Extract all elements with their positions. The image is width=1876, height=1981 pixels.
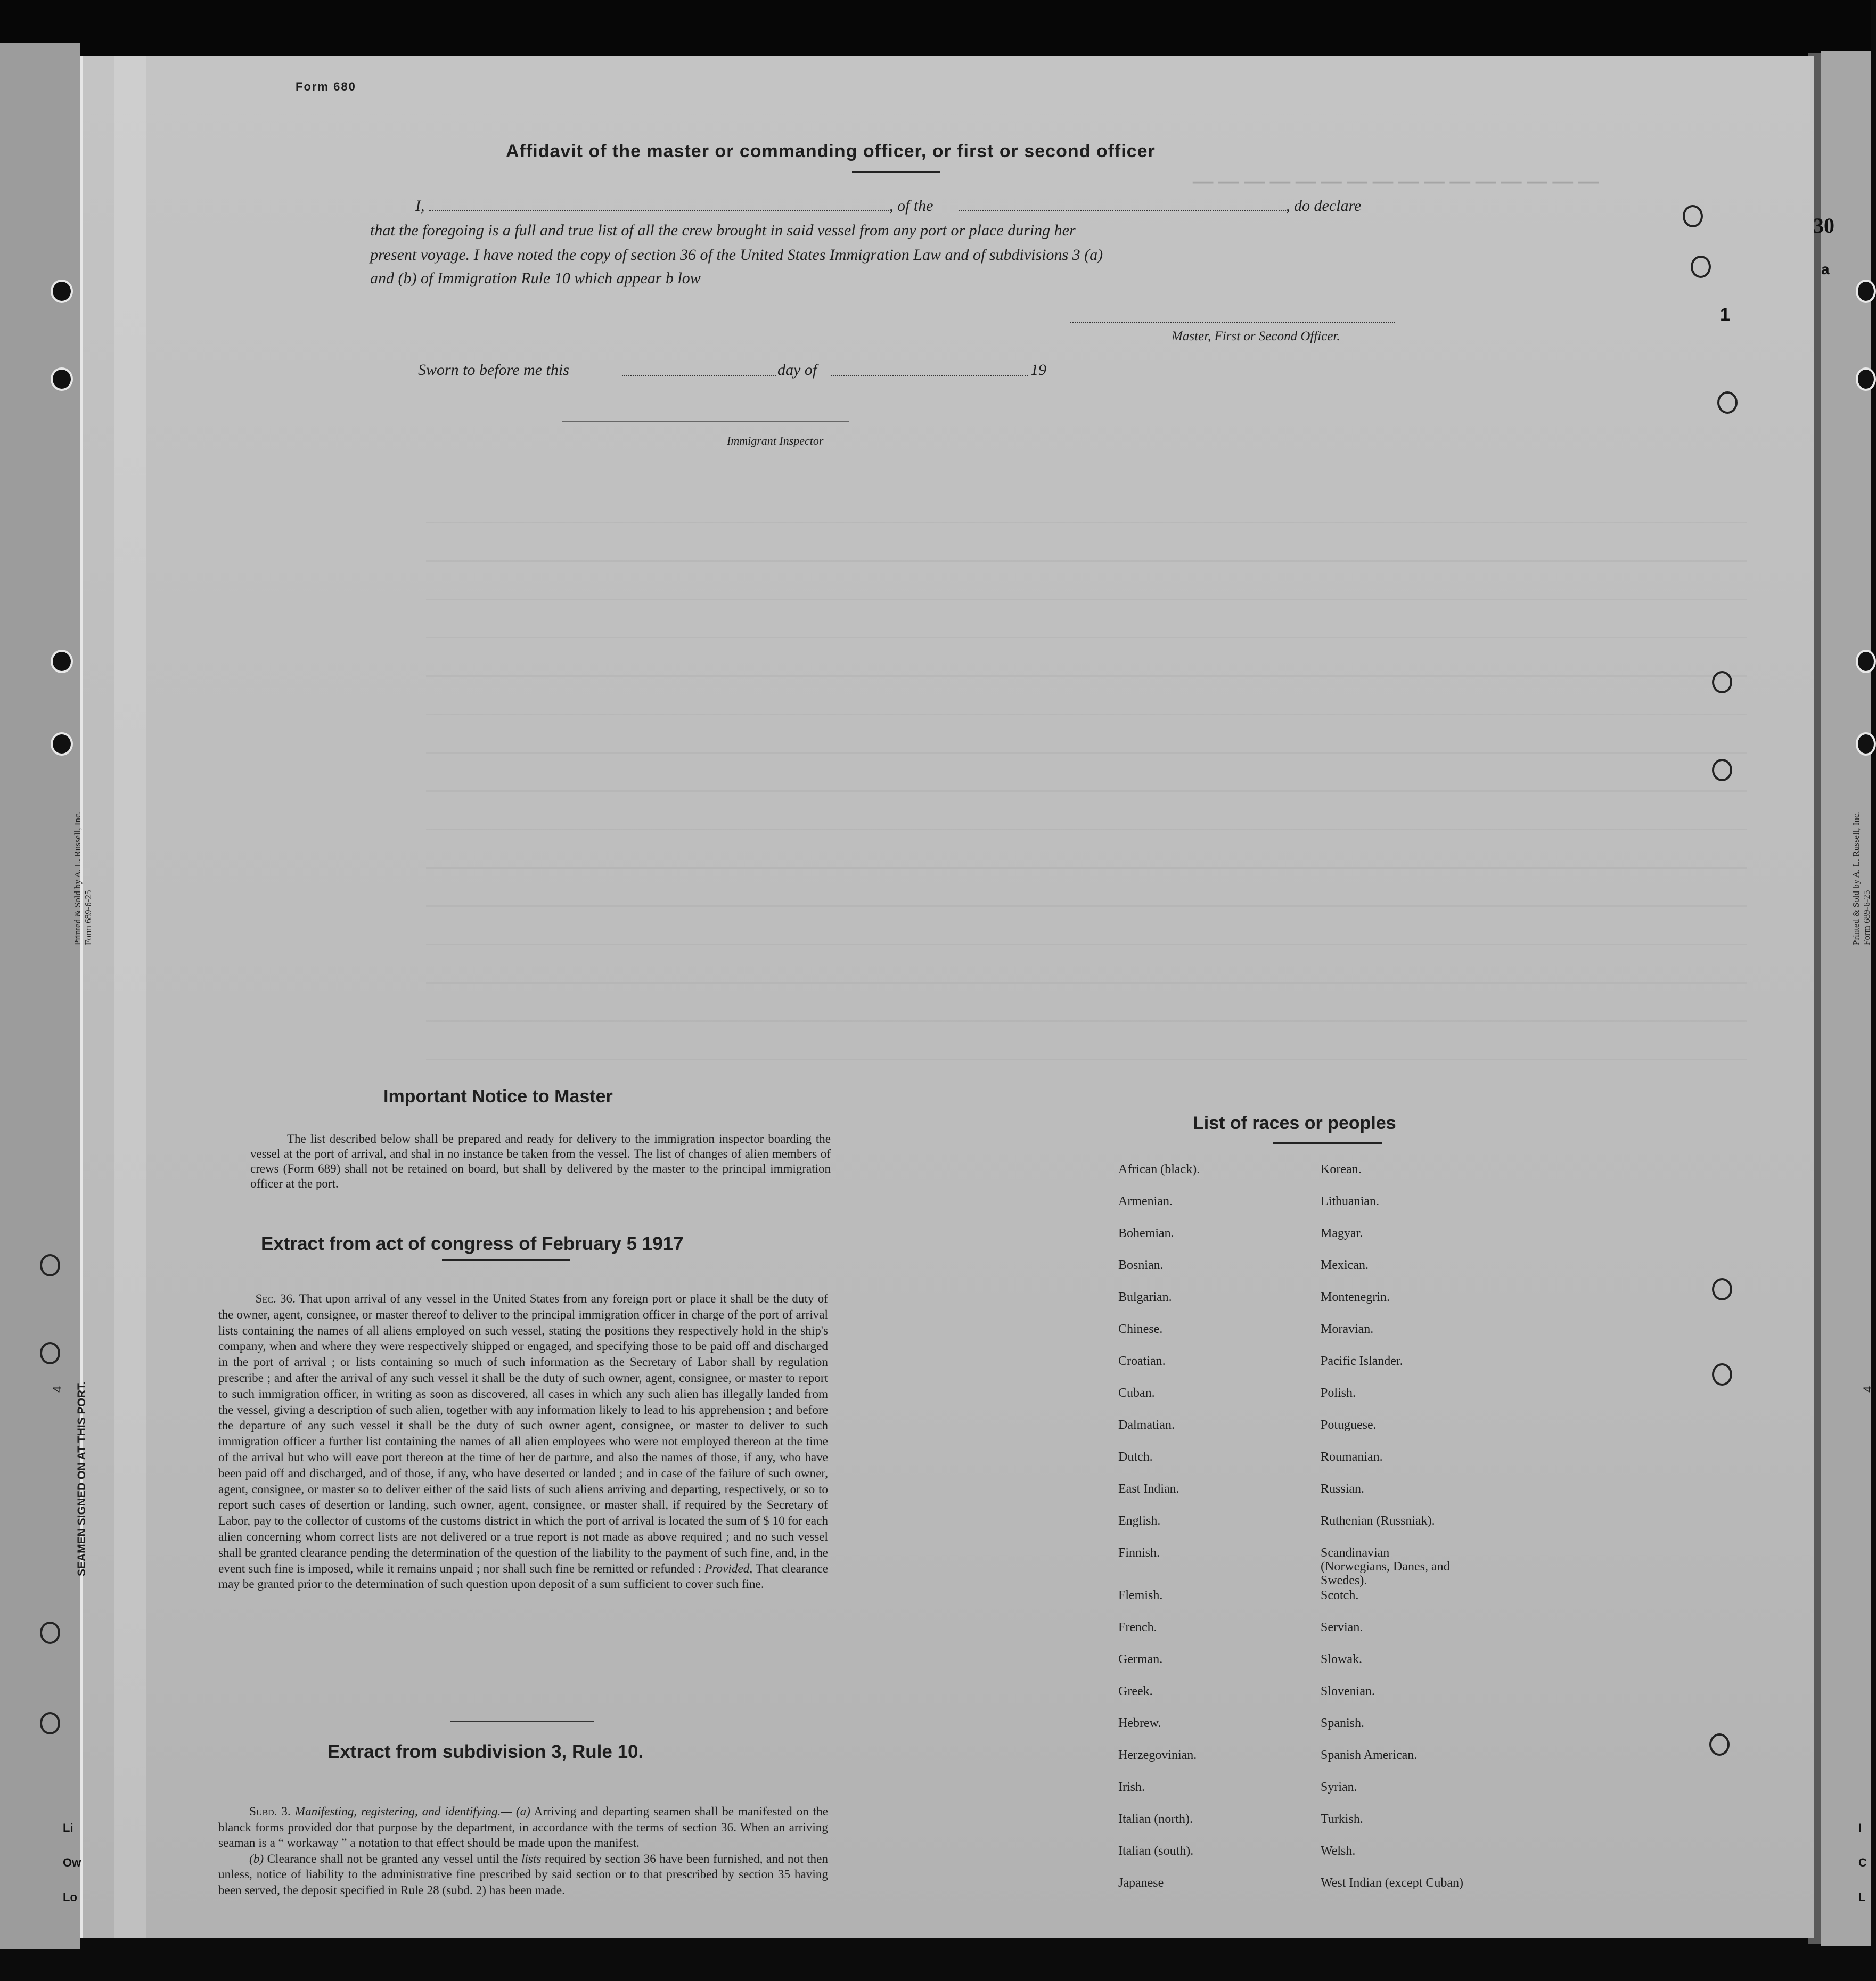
printer-imprint-adjacent: Printed & Sold by A. L. Russell, Inc. Form 689-6-25 (1851, 812, 1872, 945)
section-36-ending: That clearance may be granted prior to the determination of such question upon deposit of a sum sufficient to cover such fine. (218, 1561, 828, 1592)
punch-ring-icon (1712, 759, 1732, 781)
race-item: Chinese. (1118, 1322, 1163, 1336)
affidavit-i-label: I, (415, 197, 425, 215)
act-extract-heading: Extract from act of congress of February 5 1917 (261, 1233, 684, 1254)
adjacent-page-left (0, 43, 80, 1949)
race-item: Welsh. (1321, 1844, 1356, 1858)
heading-rule (1273, 1142, 1382, 1144)
section-divider (450, 1721, 594, 1722)
race-item: Spanish. (1321, 1716, 1365, 1730)
punch-ring-icon (1712, 1363, 1732, 1386)
subdivision-3-text (218, 1804, 828, 1898)
race-item: Roumanian. (1321, 1450, 1383, 1464)
adjacent-page-number: 30 (1813, 214, 1834, 238)
punch-hole-icon (51, 367, 73, 391)
race-item: Italian (south). (1118, 1844, 1194, 1858)
race-item: Japanese (1118, 1876, 1164, 1890)
left-edge-fragment: Lo (63, 1890, 77, 1904)
punch-hole-icon (51, 280, 73, 303)
rule-extract-heading: Extract from subdivision 3, Rule 10. (327, 1741, 644, 1762)
punch-ring-icon (1709, 1733, 1730, 1756)
race-item: Hebrew. (1118, 1716, 1161, 1730)
notice-heading: Important Notice to Master (383, 1086, 613, 1107)
race-item: Slovenian. (1321, 1684, 1375, 1698)
punch-hole-icon (51, 650, 73, 673)
section-36-text (218, 1291, 828, 1593)
punch-ring-icon (1717, 391, 1738, 414)
race-item: Syrian. (1321, 1780, 1357, 1794)
subdivision-label: Subd. 3. (249, 1805, 291, 1819)
race-item: Flemish. (1118, 1589, 1163, 1602)
section-36-body: That upon arrival of any vessel in the United States from any foreign port or place it shall be the duty of the owner, agent, consignee, or master thereof to deliver to the principal immigration officer in charge of the port of arrival lists containing the names of all aliens employed on such vessel, stating the positions they respectively hold in the ship's company, when and where they were respectively shipped or engaged, and specifying those to be paid off and discharged in the port of arrival ; or lists containing so much of such information as the Secretary of Labor shall by regulation prescribe ; and after the arrival of any such vessel it shall be the duty of such owner, agent, consignee, or master to report to such immigration officer, in writing as soon as discovered, all cases in which any such alien has illegally landed from the vessel, giving a description of such alien, together with any information likely to lead to his apprehension ; and before the departure of any such vessel it shall be the duty of such owner agent, consignee, or master to deliver to such immigration officer a further list containing the names of all alien employees who were not employed thereon at the time of the arrival but who will eave port thereon at the time of her de parture, and also the names of those, if any, who have been paid off and discharged, and of those, if any, who have deserted or landed ; and in case of the failure of such owner, agent, consignee, or master so to deliver either of the said lists of such aliens arriving and departing, respectively, or so to report such cases of desertion or landing, such owner, agent, consignee, or master shall, if required by the Secretary of Labor, pay to the collector of customs of the customs district in which the port of arrival is located the sum of $ 10 for each alien concerning whom correct lists are not delivered or a true report is not made as above required ; and no such vessel shall be granted clearance pending the determination of the question of the liability to the payment of such fine, and, in the event such fine is imposed, while it remains unpaid ; nor shall such fine be remitted or refunded : (218, 1292, 828, 1576)
race-item: Scotch. (1321, 1589, 1359, 1602)
year-label: 19 (1030, 361, 1046, 379)
master-name-field[interactable] (429, 210, 889, 211)
punch-ring-icon (1691, 256, 1711, 278)
bleed-through-text: ──────────────── (1187, 166, 1599, 198)
day-of-label: day of (777, 361, 817, 379)
printer-imprint: Printed & Sold by A. L. Russell, Inc. Form 689-6-25 (72, 812, 93, 945)
races-heading: List of races or peoples (1193, 1113, 1396, 1133)
race-item: German. (1118, 1652, 1163, 1666)
race-item: Italian (north). (1118, 1812, 1193, 1826)
race-item: Slowak. (1321, 1652, 1362, 1666)
race-item: Herzegovinian. (1118, 1748, 1197, 1762)
race-item: Magyar. (1321, 1226, 1363, 1240)
inspector-signature-field[interactable] (562, 421, 849, 422)
race-item: French. (1118, 1620, 1157, 1634)
signature-caption: Master, First or Second Officer. (1172, 329, 1340, 343)
affidavit-line: present voyage. I have noted the copy of section 36 of the United States Immigration Law and of subdivisions 3 (a) (370, 246, 1103, 264)
page-sequence-number: 1 (1720, 305, 1730, 325)
affidavit-line: and (b) of Immigration Rule 10 which appear b low (370, 269, 701, 287)
right-edge-fragment: L (1858, 1890, 1866, 1904)
para-b-lists: lists (521, 1852, 542, 1866)
race-item: Bosnian. (1118, 1258, 1164, 1272)
punch-hole-icon (51, 732, 73, 756)
race-item: Pacific Islander. (1321, 1354, 1403, 1368)
notice-body: The list described below shall be prepared and ready for delivery to the immigration inspector boarding the vessel at the port of arrival, and shal in no instance be taken from the vessel. The list of changes of alien members of crews (Form 689) shall not be retained on board, but shall by delivered by the master to the principal immigration officer at the port. (250, 1132, 831, 1190)
race-item: West Indian (except Cuban) (1321, 1876, 1463, 1890)
right-edge-fragment: C (1858, 1856, 1867, 1869)
affidavit-of-the-label: , of the (889, 197, 933, 215)
affidavit-line: that the foregoing is a full and true list of all the crew brought in said vessel from any port or place during her (370, 222, 1076, 239)
race-item: Croatian. (1118, 1354, 1166, 1368)
punch-ring-icon (1683, 205, 1703, 227)
affidavit-heading: Affidavit of the master or commanding officer, or first or second officer (506, 141, 1156, 161)
punch-ring-icon (1712, 1278, 1732, 1300)
race-item: East Indian. (1118, 1482, 1179, 1496)
para-a-text: Arriving and departing seamen shall be manifested on the blanck forms provided dor that purpose by the department, in accordance with the terms of section 36. When an arriving seaman is a “ workaway ” a notation to that effect should be made upon the manifest. (218, 1805, 828, 1850)
adjacent-page-letter: a (1821, 261, 1830, 277)
race-item: Servian. (1321, 1620, 1363, 1634)
race-item: Montenegrin. (1321, 1290, 1390, 1304)
punch-ring-icon (40, 1712, 60, 1734)
subdivision-title: Manifesting, registering, and identifying. (294, 1805, 501, 1819)
provided-word: Provided, (704, 1561, 753, 1576)
race-item: Moravian. (1321, 1322, 1374, 1336)
scan-border-top (0, 0, 1871, 59)
punch-ring-icon (40, 1254, 60, 1276)
race-item: Korean. (1321, 1163, 1362, 1176)
punch-hole-icon (1856, 650, 1876, 673)
race-item: Polish. (1321, 1386, 1356, 1400)
seamen-signed-label: SEAMEN SIGNED ON AT THIS PORT. (76, 1381, 88, 1576)
vessel-name-field[interactable] (959, 210, 1286, 211)
race-item: Scandinavian (Norwegians, Danes, and Swedes). (1321, 1546, 1450, 1587)
officer-signature-field[interactable] (1070, 322, 1395, 323)
race-item: Potuguese. (1321, 1418, 1377, 1432)
race-item: Bohemian. (1118, 1226, 1174, 1240)
punch-ring-icon (1712, 671, 1732, 693)
punch-hole-icon (1856, 280, 1876, 303)
race-item: Irish. (1118, 1780, 1145, 1794)
left-edge-fragment: Ow (63, 1856, 81, 1869)
para-b-text-2: required by section 36 have been furnished, and not then unless, notice of liability to the administrative fine prescribed by said section or to that prescribed by section 35 having been served, the deposit specified in Rule 28 (subd. 2) has been made. (218, 1852, 829, 1897)
para-b-text-1: Clearance shall not be granted any vessel until the (267, 1852, 518, 1866)
affidavit-declare-label: , do declare (1286, 197, 1362, 215)
right-edge-fragment: I (1858, 1821, 1862, 1835)
race-item: Ruthenian (Russniak). (1321, 1514, 1435, 1528)
race-item: Bulgarian. (1118, 1290, 1172, 1304)
punch-ring-icon (40, 1622, 60, 1644)
race-item: Armenian. (1118, 1194, 1173, 1208)
sworn-label: Sworn to before me this (418, 361, 569, 379)
race-item: Lithuanian. (1321, 1194, 1379, 1208)
race-item: Mexican. (1321, 1258, 1369, 1272)
heading-rule (442, 1259, 570, 1261)
left-edge-fragment: Li (63, 1821, 73, 1835)
margin-page-number-adjacent: 4 (1861, 1386, 1874, 1393)
race-item: African (black). (1118, 1163, 1200, 1176)
race-item: Turkish. (1321, 1812, 1363, 1826)
sworn-day-field[interactable] (622, 375, 776, 376)
punch-ring-icon (40, 1342, 60, 1364)
race-item: Spanish American. (1321, 1748, 1418, 1762)
adjacent-page-right (1821, 51, 1871, 1946)
page-binding-strip (114, 56, 146, 1938)
form-number: Form 680 (296, 80, 356, 93)
para-b-label: (b) (249, 1852, 264, 1866)
para-a-label: — (a) (501, 1805, 530, 1819)
section-label: Sec. 36. (255, 1292, 296, 1306)
race-item: Greek. (1118, 1684, 1153, 1698)
inspector-caption: Immigrant Inspector (727, 434, 824, 447)
bleed-through-table (426, 522, 1747, 1065)
punch-hole-icon (1856, 367, 1876, 391)
race-item: Cuban. (1118, 1386, 1155, 1400)
race-item: Dalmatian. (1118, 1418, 1175, 1432)
race-item: Russian. (1321, 1482, 1365, 1496)
race-item: English. (1118, 1514, 1161, 1528)
punch-hole-icon (1856, 732, 1876, 756)
sworn-month-field[interactable] (831, 375, 1028, 376)
race-item: Finnish. (1118, 1546, 1160, 1560)
race-item: Dutch. (1118, 1450, 1153, 1464)
margin-page-number: 4 (51, 1386, 64, 1393)
heading-rule (852, 171, 940, 173)
